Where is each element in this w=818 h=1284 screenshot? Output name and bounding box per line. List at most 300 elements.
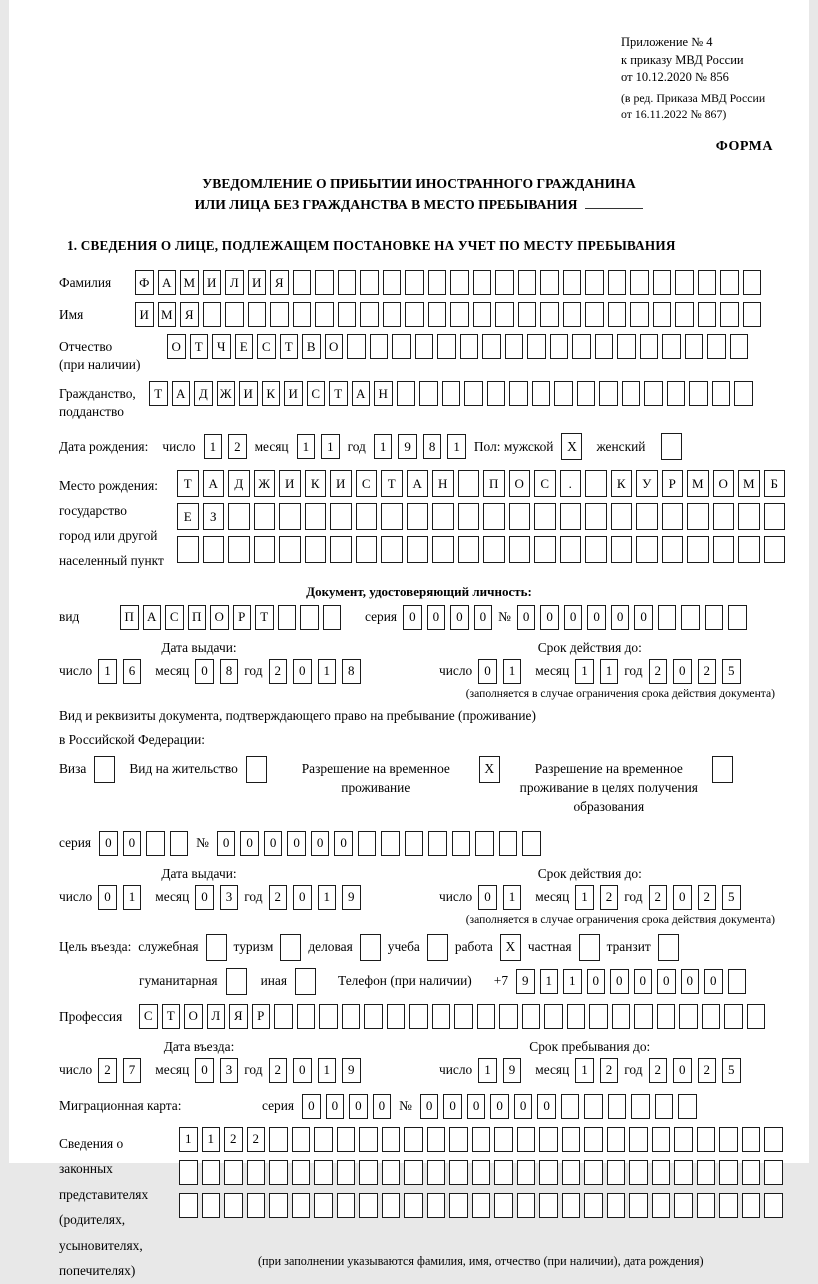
char-cell[interactable]: 8 [342,659,361,684]
char-cell[interactable] [330,503,352,530]
char-cell[interactable] [358,831,377,856]
char-cell[interactable] [458,503,480,530]
char-cell[interactable]: А [143,605,162,630]
char-cell[interactable]: Т [381,470,403,497]
char-cell[interactable]: 5 [722,1058,741,1083]
char-cell[interactable] [560,536,582,563]
char-cell[interactable] [572,334,591,359]
char-cell[interactable]: Я [180,302,199,327]
char-cell[interactable]: С [356,470,378,497]
char-cell[interactable] [697,1160,716,1185]
char-cell[interactable]: С [534,470,556,497]
char-cell[interactable] [584,1127,603,1152]
char-cell[interactable] [655,1094,674,1119]
char-cell[interactable]: 0 [293,1058,312,1083]
char-cell[interactable] [407,503,429,530]
char-cell[interactable]: 9 [503,1058,522,1083]
char-cell[interactable] [509,536,531,563]
char-cell[interactable]: 0 [673,1058,692,1083]
char-cell[interactable] [730,334,749,359]
char-cell[interactable]: 0 [514,1094,533,1119]
char-cell[interactable]: 0 [99,831,118,856]
char-cell[interactable] [202,1193,221,1218]
char-cell[interactable] [539,1127,558,1152]
char-cell[interactable]: 1 [503,885,522,910]
char-cell[interactable] [383,270,402,295]
char-cell[interactable]: 1 [318,1058,337,1083]
char-cell[interactable]: 1 [575,1058,594,1083]
char-cell[interactable]: 2 [269,659,288,684]
char-cell[interactable]: В [302,334,321,359]
char-cell[interactable] [636,536,658,563]
char-cell[interactable] [705,605,724,630]
char-cell[interactable] [224,1193,243,1218]
char-cell[interactable]: Т [162,1004,181,1029]
char-cell[interactable] [472,1160,491,1185]
char-cell[interactable]: О [509,470,531,497]
char-cell[interactable] [473,302,492,327]
char-cell[interactable] [359,1193,378,1218]
char-cell[interactable] [458,470,480,497]
char-cell[interactable]: 0 [293,885,312,910]
char-cell[interactable] [584,1160,603,1185]
char-cell[interactable]: Н [374,381,393,406]
char-cell[interactable] [382,1160,401,1185]
char-cell[interactable] [630,270,649,295]
char-cell[interactable] [679,1004,698,1029]
sex-male-checkbox[interactable]: X [561,433,582,460]
char-cell[interactable]: 1 [318,659,337,684]
char-cell[interactable] [764,1160,783,1185]
char-cell[interactable]: Т [329,381,348,406]
char-cell[interactable] [607,1193,626,1218]
char-cell[interactable] [370,334,389,359]
purpose-other-checkbox[interactable] [295,968,316,995]
char-cell[interactable]: 1 [478,1058,497,1083]
char-cell[interactable] [707,334,726,359]
char-cell[interactable] [460,334,479,359]
residence-permit-checkbox[interactable] [246,756,267,783]
char-cell[interactable] [687,503,709,530]
char-cell[interactable]: Я [229,1004,248,1029]
visa-checkbox[interactable] [94,756,115,783]
char-cell[interactable] [509,381,528,406]
char-cell[interactable] [179,1193,198,1218]
char-cell[interactable] [432,1004,451,1029]
char-cell[interactable] [742,1127,761,1152]
char-cell[interactable] [477,1004,496,1029]
purpose-transit-checkbox[interactable] [658,934,679,961]
char-cell[interactable] [608,302,627,327]
char-cell[interactable] [269,1160,288,1185]
char-cell[interactable]: 0 [611,605,630,630]
char-cell[interactable]: 8 [220,659,239,684]
char-cell[interactable] [534,536,556,563]
char-cell[interactable] [577,381,596,406]
char-cell[interactable] [442,381,461,406]
char-cell[interactable] [698,302,717,327]
sex-female-checkbox[interactable] [661,433,682,460]
char-cell[interactable]: 1 [575,885,594,910]
char-cell[interactable] [454,1004,473,1029]
char-cell[interactable] [719,1127,738,1152]
char-cell[interactable] [247,1160,266,1185]
char-cell[interactable] [224,1160,243,1185]
char-cell[interactable] [743,302,762,327]
char-cell[interactable] [428,270,447,295]
char-cell[interactable] [347,334,366,359]
char-cell[interactable]: 5 [722,659,741,684]
char-cell[interactable] [720,270,739,295]
char-cell[interactable]: 2 [269,885,288,910]
char-cell[interactable]: 0 [610,969,629,994]
char-cell[interactable] [611,503,633,530]
char-cell[interactable] [719,1193,738,1218]
char-cell[interactable] [629,1160,648,1185]
char-cell[interactable]: 1 [318,885,337,910]
char-cell[interactable] [487,381,506,406]
char-cell[interactable] [562,1193,581,1218]
char-cell[interactable]: 9 [516,969,535,994]
char-cell[interactable]: И [135,302,154,327]
char-cell[interactable] [292,1193,311,1218]
char-cell[interactable] [567,1004,586,1029]
char-cell[interactable] [630,302,649,327]
char-cell[interactable]: Т [255,605,274,630]
char-cell[interactable] [248,302,267,327]
char-cell[interactable]: 0 [587,605,606,630]
char-cell[interactable] [382,1127,401,1152]
char-cell[interactable] [338,270,357,295]
char-cell[interactable] [292,1160,311,1185]
char-cell[interactable] [652,1127,671,1152]
char-cell[interactable] [662,503,684,530]
char-cell[interactable] [629,1193,648,1218]
char-cell[interactable]: М [738,470,760,497]
char-cell[interactable] [315,270,334,295]
char-cell[interactable] [517,1193,536,1218]
char-cell[interactable] [495,302,514,327]
char-cell[interactable]: 2 [649,885,668,910]
char-cell[interactable] [228,503,250,530]
char-cell[interactable] [499,831,518,856]
char-cell[interactable] [585,536,607,563]
char-cell[interactable] [534,503,556,530]
char-cell[interactable] [293,302,312,327]
char-cell[interactable] [550,334,569,359]
char-cell[interactable]: 0 [537,1094,556,1119]
char-cell[interactable]: Ч [212,334,231,359]
char-cell[interactable]: 2 [247,1127,266,1152]
char-cell[interactable] [631,1094,650,1119]
char-cell[interactable] [532,381,551,406]
char-cell[interactable]: 0 [373,1094,392,1119]
char-cell[interactable]: Л [207,1004,226,1029]
char-cell[interactable] [743,270,762,295]
char-cell[interactable] [608,1094,627,1119]
char-cell[interactable] [653,302,672,327]
char-cell[interactable] [483,536,505,563]
char-cell[interactable] [681,605,700,630]
char-cell[interactable] [509,503,531,530]
char-cell[interactable] [494,1127,513,1152]
char-cell[interactable] [427,1127,446,1152]
char-cell[interactable] [585,503,607,530]
char-cell[interactable] [381,503,403,530]
char-cell[interactable] [382,1193,401,1218]
purpose-humanitarian-checkbox[interactable] [226,968,247,995]
char-cell[interactable] [742,1193,761,1218]
char-cell[interactable]: 0 [287,831,306,856]
char-cell[interactable] [473,270,492,295]
char-cell[interactable] [539,1193,558,1218]
char-cell[interactable]: Е [177,503,199,530]
char-cell[interactable] [562,1127,581,1152]
char-cell[interactable] [702,1004,721,1029]
char-cell[interactable] [640,334,659,359]
char-cell[interactable]: 1 [297,434,316,459]
char-cell[interactable] [314,1160,333,1185]
char-cell[interactable] [617,334,636,359]
char-cell[interactable]: 0 [478,885,497,910]
char-cell[interactable] [667,381,686,406]
char-cell[interactable]: 0 [478,659,497,684]
char-cell[interactable]: А [407,470,429,497]
char-cell[interactable]: Я [270,270,289,295]
char-cell[interactable] [540,302,559,327]
char-cell[interactable] [292,1127,311,1152]
char-cell[interactable]: Ж [217,381,236,406]
char-cell[interactable] [397,381,416,406]
char-cell[interactable] [685,334,704,359]
char-cell[interactable] [314,1193,333,1218]
char-cell[interactable]: 1 [540,969,559,994]
char-cell[interactable] [527,334,546,359]
char-cell[interactable]: 2 [269,1058,288,1083]
char-cell[interactable] [179,1160,198,1185]
char-cell[interactable] [517,1127,536,1152]
char-cell[interactable] [404,1127,423,1152]
char-cell[interactable]: 2 [224,1127,243,1152]
char-cell[interactable] [764,1127,783,1152]
char-cell[interactable] [584,1094,603,1119]
char-cell[interactable]: 0 [673,659,692,684]
char-cell[interactable] [738,536,760,563]
char-cell[interactable] [319,1004,338,1029]
char-cell[interactable]: О [184,1004,203,1029]
char-cell[interactable] [279,536,301,563]
char-cell[interactable] [522,1004,541,1029]
char-cell[interactable]: 0 [420,1094,439,1119]
char-cell[interactable]: 0 [326,1094,345,1119]
char-cell[interactable]: И [203,270,222,295]
char-cell[interactable]: З [203,503,225,530]
char-cell[interactable]: 0 [334,831,353,856]
char-cell[interactable] [764,536,786,563]
char-cell[interactable] [724,1004,743,1029]
char-cell[interactable] [177,536,199,563]
char-cell[interactable] [728,969,747,994]
char-cell[interactable]: 9 [342,885,361,910]
char-cell[interactable]: И [284,381,303,406]
char-cell[interactable]: О [713,470,735,497]
char-cell[interactable] [678,1094,697,1119]
char-cell[interactable] [518,270,537,295]
char-cell[interactable] [338,302,357,327]
char-cell[interactable] [409,1004,428,1029]
char-cell[interactable] [675,270,694,295]
char-cell[interactable]: 2 [698,885,717,910]
char-cell[interactable] [698,270,717,295]
char-cell[interactable]: 1 [321,434,340,459]
char-cell[interactable] [452,831,471,856]
char-cell[interactable] [738,503,760,530]
char-cell[interactable] [464,381,483,406]
char-cell[interactable]: 0 [450,605,469,630]
char-cell[interactable] [505,334,524,359]
char-cell[interactable]: Т [177,470,199,497]
char-cell[interactable] [146,831,165,856]
char-cell[interactable] [499,1004,518,1029]
char-cell[interactable] [203,302,222,327]
temp-residence-education-checkbox[interactable] [712,756,733,783]
char-cell[interactable] [720,302,739,327]
char-cell[interactable]: 1 [563,969,582,994]
char-cell[interactable] [585,270,604,295]
char-cell[interactable] [254,503,276,530]
char-cell[interactable] [419,381,438,406]
char-cell[interactable] [687,536,709,563]
char-cell[interactable] [359,1160,378,1185]
char-cell[interactable]: 2 [698,1058,717,1083]
char-cell[interactable] [472,1193,491,1218]
char-cell[interactable]: 9 [342,1058,361,1083]
char-cell[interactable] [719,1160,738,1185]
char-cell[interactable] [742,1160,761,1185]
char-cell[interactable]: Л [225,270,244,295]
char-cell[interactable] [674,1193,693,1218]
char-cell[interactable]: 0 [98,885,117,910]
char-cell[interactable]: Д [228,470,250,497]
char-cell[interactable] [337,1127,356,1152]
char-cell[interactable] [293,270,312,295]
char-cell[interactable] [337,1193,356,1218]
char-cell[interactable] [712,381,731,406]
char-cell[interactable] [652,1193,671,1218]
char-cell[interactable] [764,503,786,530]
char-cell[interactable] [305,536,327,563]
char-cell[interactable] [274,1004,293,1029]
char-cell[interactable] [437,334,456,359]
char-cell[interactable]: 1 [447,434,466,459]
char-cell[interactable]: 6 [123,659,142,684]
char-cell[interactable]: 0 [681,969,700,994]
char-cell[interactable] [764,1193,783,1218]
char-cell[interactable] [297,1004,316,1029]
char-cell[interactable] [734,381,753,406]
char-cell[interactable] [269,1193,288,1218]
char-cell[interactable]: 0 [564,605,583,630]
char-cell[interactable]: 1 [202,1127,221,1152]
char-cell[interactable] [483,503,505,530]
char-cell[interactable] [494,1193,513,1218]
char-cell[interactable]: 0 [240,831,259,856]
char-cell[interactable]: 3 [220,1058,239,1083]
char-cell[interactable] [657,1004,676,1029]
char-cell[interactable]: 0 [123,831,142,856]
char-cell[interactable] [607,1127,626,1152]
char-cell[interactable] [449,1127,468,1152]
char-cell[interactable] [634,1004,653,1029]
char-cell[interactable] [314,1127,333,1152]
char-cell[interactable] [279,503,301,530]
char-cell[interactable] [495,270,514,295]
char-cell[interactable]: 0 [673,885,692,910]
char-cell[interactable]: К [611,470,633,497]
char-cell[interactable] [544,1004,563,1029]
char-cell[interactable] [427,1160,446,1185]
char-cell[interactable] [330,536,352,563]
char-cell[interactable] [342,1004,361,1029]
char-cell[interactable] [458,536,480,563]
char-cell[interactable] [356,503,378,530]
char-cell[interactable] [364,1004,383,1029]
char-cell[interactable]: А [352,381,371,406]
char-cell[interactable]: 1 [575,659,594,684]
char-cell[interactable] [554,381,573,406]
char-cell[interactable]: Н [432,470,454,497]
char-cell[interactable]: 0 [467,1094,486,1119]
char-cell[interactable]: Т [149,381,168,406]
char-cell[interactable]: 1 [503,659,522,684]
char-cell[interactable]: 1 [123,885,142,910]
char-cell[interactable] [450,270,469,295]
char-cell[interactable] [644,381,663,406]
char-cell[interactable]: Е [235,334,254,359]
purpose-work-checkbox[interactable]: X [500,934,521,961]
char-cell[interactable] [622,381,641,406]
char-cell[interactable]: М [158,302,177,327]
char-cell[interactable] [449,1193,468,1218]
purpose-private-checkbox[interactable] [579,934,600,961]
char-cell[interactable]: 0 [217,831,236,856]
char-cell[interactable] [392,334,411,359]
char-cell[interactable]: 0 [474,605,493,630]
char-cell[interactable] [407,536,429,563]
char-cell[interactable]: 1 [204,434,223,459]
char-cell[interactable] [278,605,297,630]
char-cell[interactable]: 1 [374,434,393,459]
char-cell[interactable]: . [560,470,582,497]
char-cell[interactable]: А [158,270,177,295]
char-cell[interactable]: 1 [600,659,619,684]
char-cell[interactable]: П [120,605,139,630]
char-cell[interactable]: А [172,381,191,406]
char-cell[interactable]: О [325,334,344,359]
char-cell[interactable] [404,1160,423,1185]
char-cell[interactable]: 2 [600,885,619,910]
char-cell[interactable]: К [262,381,281,406]
char-cell[interactable]: 7 [123,1058,142,1083]
char-cell[interactable]: 0 [540,605,559,630]
char-cell[interactable] [522,831,541,856]
char-cell[interactable]: 2 [649,1058,668,1083]
char-cell[interactable] [305,503,327,530]
char-cell[interactable]: О [167,334,186,359]
char-cell[interactable]: Ф [135,270,154,295]
char-cell[interactable] [563,302,582,327]
purpose-study-checkbox[interactable] [427,934,448,961]
